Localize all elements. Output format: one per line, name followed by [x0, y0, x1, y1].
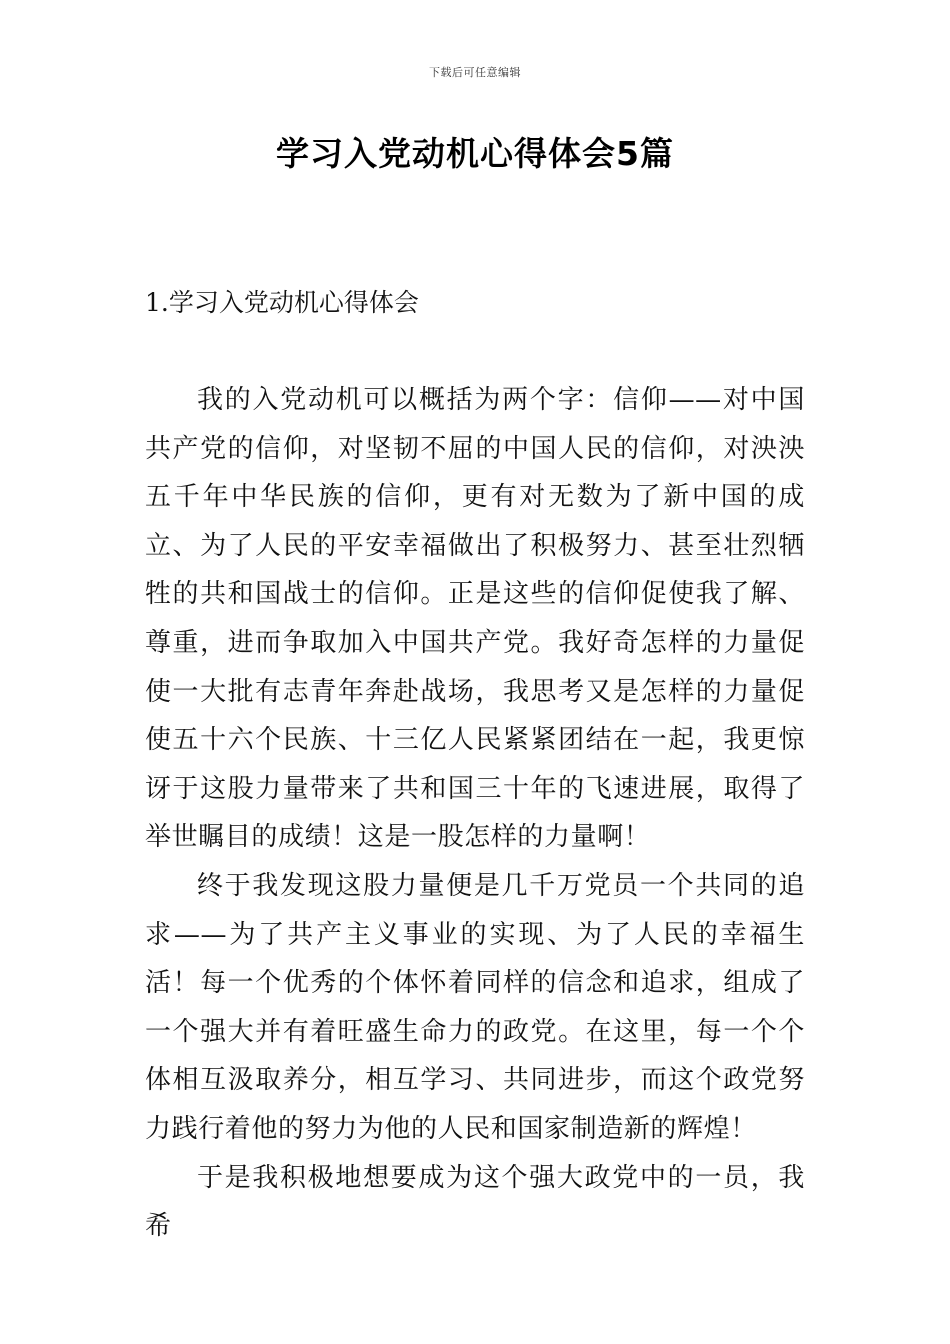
- header-note: 下载后可任意编辑: [429, 66, 521, 79]
- section-heading: 1.学习入党动机心得体会: [145, 288, 419, 317]
- paragraph: 终于我发现这股力量便是几千万党员一个共同的追求——为了共产主义事业的实现、为了人民的幸福生活！每一个优秀的个体怀着同样的信念和追求，组成了一个强大并有着旺盛生命力的政党。在这里，每一个个体相互汲取养分，相互学习、共同进步，而这个政党努力践行着他的努力为他的人民和国家制造新的辉煌！: [145, 870, 805, 1144]
- paragraph: 于是我积极地想要成为这个强大政党中的一员，我希: [145, 1162, 805, 1242]
- body-text: [145, 376, 805, 1251]
- document-title: 学习入党动机心得体会5篇: [276, 134, 674, 173]
- paragraph: 我的入党动机可以概括为两个字：信仰——对中国共产党的信仰，对坚韧不屈的中国人民的信仰，对泱泱五千年中华民族的信仰，更有对无数为了新中国的成立、为了人民的平安幸福做出了积极努力、甚至壮烈牺牲的共和国战士的信仰。正是这些的信仰促使我了解、尊重，进而争取加入中国共产党。我好奇怎样的力量促使一大批有志青年奔赴战场，我思考又是怎样的力量促使五十六个民族、十三亿人民紧紧团结在一起，我更惊讶于这股力量带来了共和国三十年的飞速进展，取得了举世瞩目的成绩！这是一股怎样的力量啊！: [145, 385, 805, 853]
